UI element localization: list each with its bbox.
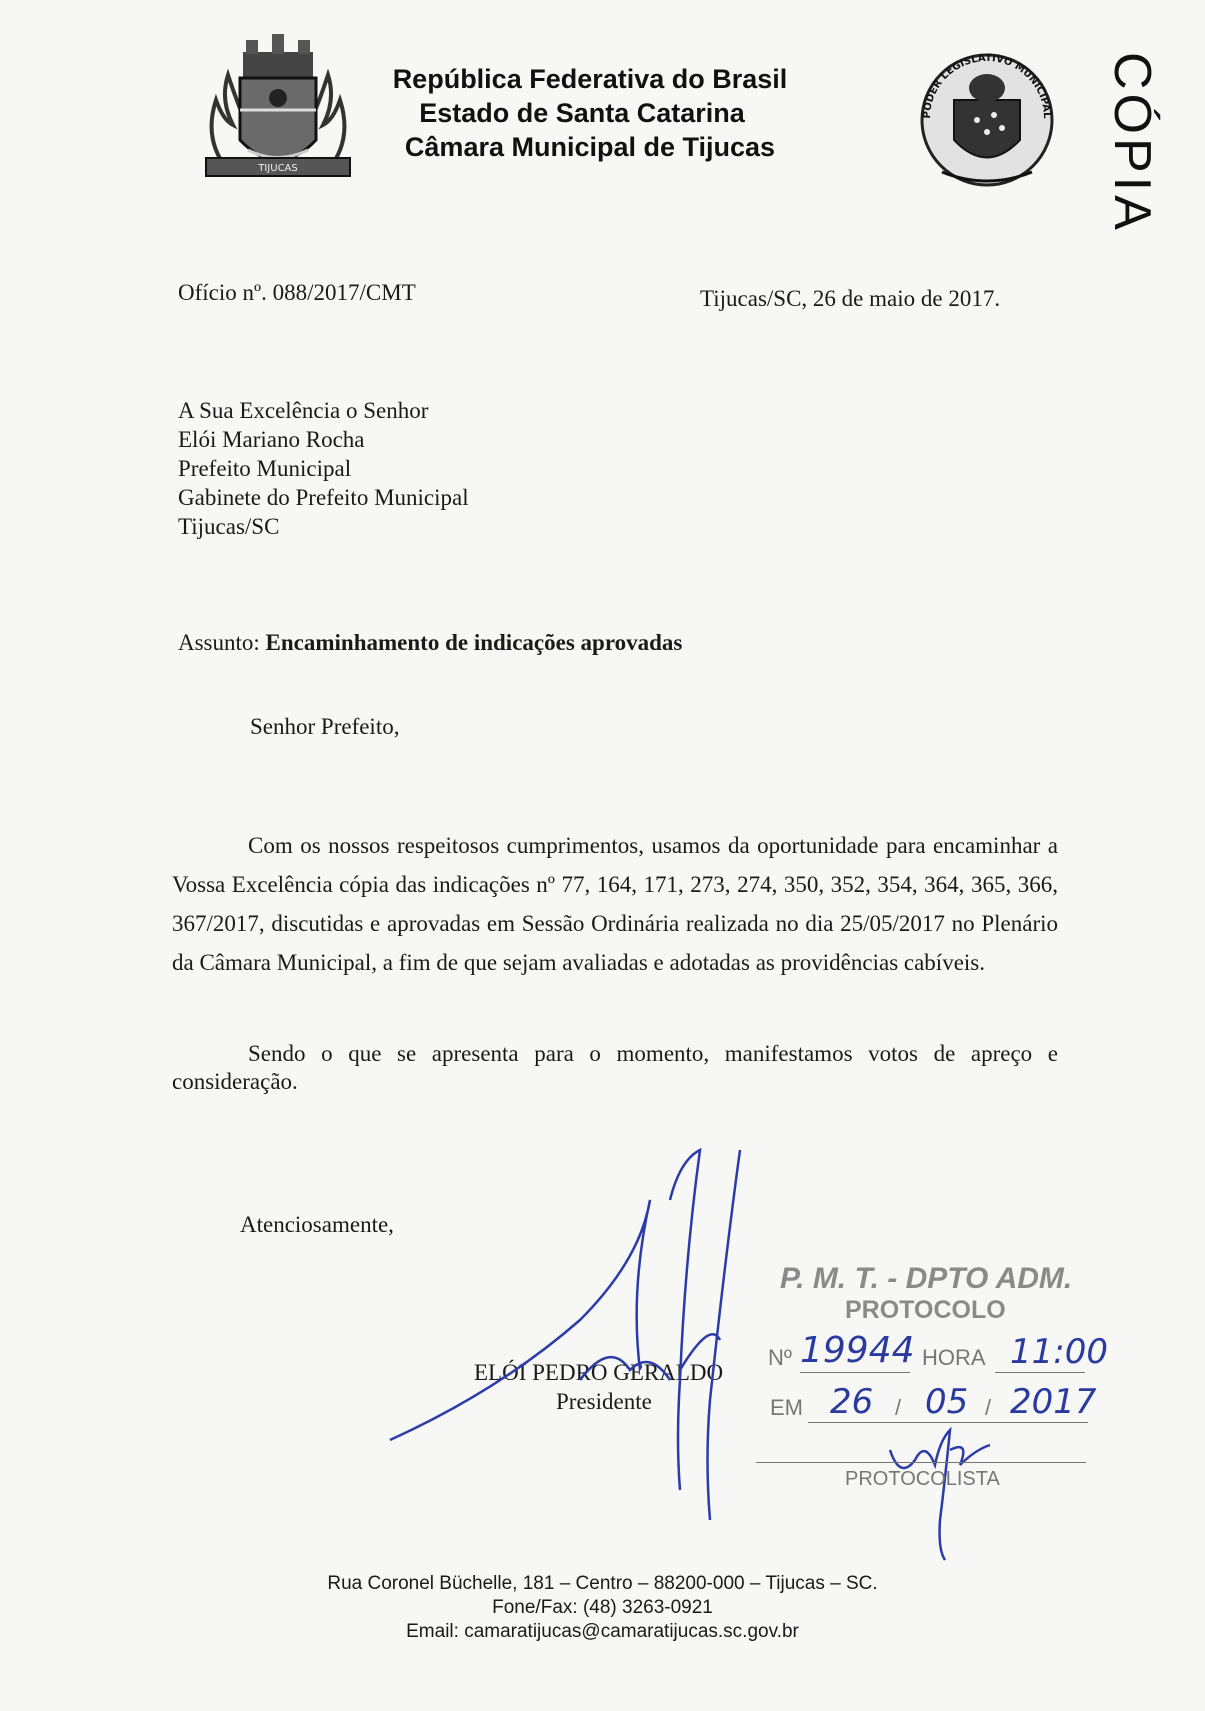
stamp-signer-label: PROTOCOLISTA [845,1468,1000,1490]
body-paragraph-1: Com os nossos respeitosos cumprimentos, usamos da oportunidade para encaminhar a Vossa Excelência cópia das indicações nº 77, 164, 171, 273, 274, 350, 352, 354, 364, 365, 366, 367/2017, discutidas e aprovadas em Sessão Ordinária realizada no dia 25/05/2017 no Plenário da Câmara Municipal, a fim de que sejam avaliadas e adotadas as providências cabíveis. [172,833,1058,975]
legislative-seal-icon [912,40,1062,200]
stamp-protocol-title: PROTOCOLO [845,1296,1006,1324]
signer-title: Presidente [556,1389,652,1414]
handwritten-signature-icon [380,1140,780,1520]
stamp-date-sep-2: / [985,1395,992,1420]
stamp-department: P. M. T. - DPTO ADM. [780,1262,1073,1295]
stamp-hour-value: 11:00 [1010,1332,1108,1372]
salutation: Senhor Prefeito, [250,714,400,739]
stamp-hour-label: HORA [922,1345,986,1370]
recipient-city: Tijucas/SC [178,514,280,539]
stamp-initials-icon [880,1420,1030,1570]
stamp-number-line [800,1372,910,1373]
recipient-title: Prefeito Municipal [178,456,352,481]
oficio-number: Ofício nº. 088/2017/CMT [178,280,416,305]
stamp-date-year: 2017 [1010,1382,1097,1422]
footer-address: Rua Coronel Büchelle, 181 – Centro – 88200-000 – Tijucas – SC. [327,1573,878,1594]
stamp-date-label: EM [770,1395,803,1420]
place-date: Tijucas/SC, 26 de maio de 2017. [700,286,1001,311]
header-chamber: Câmara Municipal de Tijucas [404,132,776,162]
footer-phone: Fone/Fax: (48) 3263-0921 [492,1597,713,1618]
header-state: Estado de Santa Catarina [419,98,745,128]
stamp-number-value: 19944 [800,1330,915,1371]
stamp-date-month: 05 [925,1382,969,1422]
signer-name: ELÓI PEDRO GERALDO [474,1360,724,1385]
closing: Atenciosamente, [240,1212,394,1237]
svg-text:PODER LEGISLATIVO MUNICIPAL: PODER LEGISLATIVO MUNICIPAL [921,52,1053,119]
subject-text: Encaminhamento de indicações aprovadas [265,630,683,655]
footer-email: Email: camaratijucas@camaratijucas.sc.gov.br [406,1621,799,1642]
recipient-line-1: A Sua Excelência o Senhor [178,398,429,423]
header-republic: República Federativa do Brasil [392,64,788,94]
subject-label: Assunto: [178,630,260,655]
stamp-date-sep-1: / [895,1395,902,1420]
stamp-signer-line [756,1462,1086,1463]
body-paragraph-2: Sendo o que se apresenta para o momento, manifestamos votos de apreço e consideração. [172,1041,1058,1094]
stamp-number-label: Nº [768,1345,792,1370]
copy-mark: CÓPIA [1103,52,1161,234]
svg-text:TIJUCAS: TIJUCAS [258,163,298,174]
stamp-hour-line [995,1372,1085,1373]
stamp-date-day: 26 [830,1382,874,1422]
recipient-office: Gabinete do Prefeito Municipal [178,485,469,510]
recipient-name: Elói Mariano Rocha [178,427,365,452]
subject [178,630,682,656]
